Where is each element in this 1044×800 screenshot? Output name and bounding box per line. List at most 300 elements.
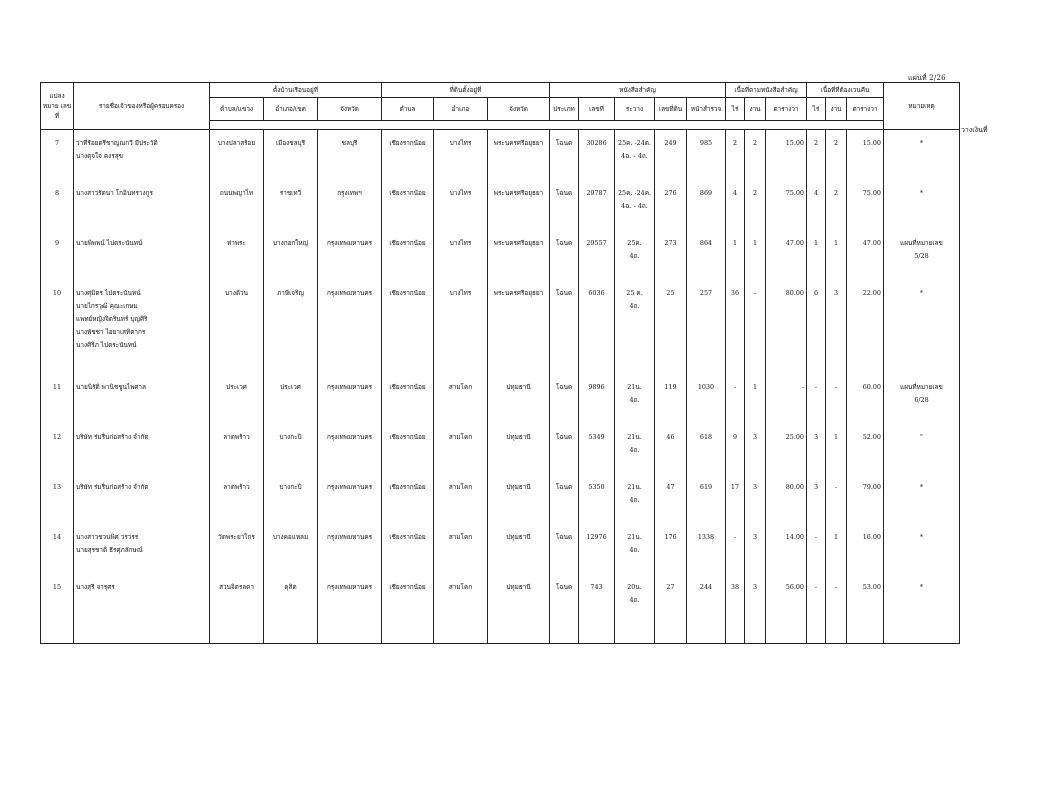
remark-cell-line: *	[919, 532, 924, 541]
land-tambon-cell	[382, 524, 434, 574]
survey-page-cell-text: 619	[699, 482, 713, 491]
doc-type-cell-text: โฉนด	[555, 482, 573, 491]
survey-page-cell-text: 257	[699, 288, 713, 297]
parcel-no-cell-text: 14	[52, 532, 62, 541]
res-amphoe-cell-text: เมืองชลบุรี	[275, 139, 306, 147]
ex-rai-cell	[807, 230, 826, 280]
ex-wa-cell	[847, 474, 884, 524]
ex-wa-cell	[847, 574, 884, 644]
ex-ngan-cell-text: -	[834, 382, 838, 391]
doc-no-cell-text: 29787	[586, 188, 607, 197]
doc-no-cell-text: 5350	[588, 482, 605, 491]
area-wa-cell	[766, 230, 807, 280]
res-tambon-cell	[210, 574, 264, 644]
ravang-cell-line: 4ถ.	[629, 395, 640, 404]
doc-type-cell	[550, 474, 579, 524]
land-no-cell	[655, 374, 687, 424]
area-wa-cell	[766, 180, 807, 230]
doc-no-cell	[579, 524, 615, 574]
ex-ngan-cell-text: -	[834, 582, 838, 591]
ex-rai-cell-text: -	[814, 582, 818, 591]
table-row	[41, 374, 960, 424]
table-row	[41, 524, 960, 574]
res-province-cell-text: กรุงเทพมหานคร	[326, 238, 373, 247]
land-province-cell	[488, 180, 550, 230]
ex-ngan-cell	[826, 574, 847, 644]
area-rai-cell-text: 1	[732, 238, 738, 247]
remark-cell	[884, 180, 960, 230]
ex-ngan-cell	[826, 524, 847, 574]
land-tambon-cell-text: เชียงรากน้อย	[389, 238, 426, 247]
land-tambon-cell	[382, 574, 434, 644]
res-province-cell-text: กรุงเทพมหานคร	[326, 432, 373, 441]
land-no-cell-text: 176	[664, 532, 677, 541]
area-wa-cell-text: 14.00	[785, 532, 804, 541]
doc-no-cell-text: 9896	[588, 382, 605, 391]
parcel-no-cell-text: 13	[52, 482, 62, 491]
parcel-no-cell	[41, 130, 74, 180]
ex-wa-cell	[847, 424, 884, 474]
area-rai-cell-text: 9	[732, 432, 738, 441]
ex-wa-cell	[847, 230, 884, 280]
header-col: เลขที่ดิน	[655, 98, 687, 121]
survey-page-cell	[687, 230, 726, 280]
res-amphoe-cell	[264, 130, 318, 180]
area-wa-cell	[766, 574, 807, 644]
land-no-cell-text: 25	[666, 288, 675, 297]
area-ngan-cell	[745, 374, 766, 424]
header-residence-group: ตั้งบ้านเรือนอยู่ที่	[210, 83, 382, 98]
doc-type-cell	[550, 524, 579, 574]
doc-type-cell-text: โฉนด	[555, 188, 573, 197]
survey-page-cell	[687, 424, 726, 474]
ex-ngan-cell	[826, 230, 847, 280]
area-wa-cell	[766, 280, 807, 374]
land-amphoe-cell-text: สามโคก	[448, 432, 473, 441]
land-amphoe-cell	[434, 130, 488, 180]
ravang-cell	[615, 130, 655, 180]
ex-rai-cell	[807, 574, 826, 644]
remark-cell-line: *	[919, 288, 924, 297]
res-tambon-cell-text: ลาดพร้าว	[223, 432, 250, 441]
land-province-cell-text: ปทุมธานี	[506, 532, 531, 541]
doc-type-cell	[550, 424, 579, 474]
ravang-cell	[615, 424, 655, 474]
area-ngan-cell-text: 3	[752, 432, 758, 441]
res-province-cell	[318, 230, 382, 280]
survey-page-cell	[687, 280, 726, 374]
doc-no-cell-text: 29557	[586, 238, 607, 247]
doc-type-cell	[550, 374, 579, 424]
header-col: ไร่	[807, 98, 826, 121]
res-province-cell	[318, 524, 382, 574]
ex-wa-cell-text: 16.00	[862, 532, 881, 541]
survey-page-cell-text: 244	[699, 582, 713, 591]
land-province-cell	[488, 230, 550, 280]
owner-name-cell-line: นางดุจใจ คงรสุข	[76, 152, 123, 160]
header-doc-group: หนังสือสำคัญ	[550, 83, 726, 98]
ex-wa-cell-text: 60.00	[862, 382, 881, 391]
land-no-cell	[655, 180, 687, 230]
header-spacer	[210, 121, 884, 130]
header-col: จังหวัด	[318, 98, 382, 121]
parcel-no-cell	[41, 424, 74, 474]
area-ngan-cell	[745, 280, 766, 374]
parcel-no-cell-text: 11	[52, 382, 62, 391]
area-ngan-cell-text: 1	[752, 238, 758, 247]
ex-wa-cell-text: 47.00	[862, 238, 881, 247]
owner-name-cell	[74, 180, 210, 230]
area-wa-cell-text: -	[801, 382, 804, 391]
ex-ngan-cell-text: 3	[833, 288, 839, 297]
land-amphoe-cell-text: บางไทร	[449, 139, 472, 147]
ex-wa-cell-text: 75.00	[862, 188, 881, 197]
res-province-cell-text: กรุงเทพมหานคร	[326, 288, 373, 297]
ravang-cell-line: 4ถ.	[629, 251, 640, 260]
ex-wa-cell-text: 52.00	[862, 432, 881, 441]
doc-no-cell	[579, 130, 615, 180]
res-tambon-cell	[210, 374, 264, 424]
area-ngan-cell-text: 3	[752, 532, 758, 541]
ravang-cell-line: 21น.	[627, 432, 642, 441]
land-no-cell	[655, 574, 687, 644]
area-wa-cell-text: 56.00	[785, 582, 804, 591]
owner-name-cell-line: ว่าที่ร้อยตรีชาญณกวี มีประวัติ	[76, 139, 158, 147]
land-no-cell-text: 249	[664, 139, 677, 147]
res-province-cell	[318, 280, 382, 374]
land-province-cell	[488, 574, 550, 644]
ex-rai-cell	[807, 474, 826, 524]
header-area-group: เนื้อที่ตามหนังสือสำคัญ	[726, 83, 807, 98]
area-ngan-cell-text: 2	[752, 139, 758, 147]
ex-rai-cell-text: 4	[813, 188, 819, 197]
area-ngan-cell-text: 2	[752, 188, 758, 197]
area-wa-cell	[766, 374, 807, 424]
area-wa-cell	[766, 524, 807, 574]
remark-cell-line: 5/28	[914, 251, 929, 260]
area-ngan-cell-text: 3	[752, 482, 758, 491]
ravang-cell-line: 25ค. -24ค.	[617, 188, 652, 197]
ex-rai-cell	[807, 130, 826, 180]
area-rai-cell	[726, 374, 745, 424]
land-tambon-cell	[382, 230, 434, 280]
land-tambon-cell-text: เชียงรากน้อย	[389, 139, 426, 147]
parcel-no-cell	[41, 230, 74, 280]
area-wa-cell	[766, 424, 807, 474]
ex-wa-cell-text: 53.00	[862, 582, 881, 591]
land-tambon-cell	[382, 474, 434, 524]
table-row	[41, 474, 960, 524]
header-col: อำเภอ/เขต	[264, 98, 318, 121]
table-row	[41, 424, 960, 474]
res-tambon-cell-text: บางปลาสร้อย	[217, 139, 256, 147]
ravang-cell-line: 4ถ.	[629, 445, 640, 454]
land-amphoe-cell-text: สามโคก	[448, 532, 473, 541]
res-amphoe-cell-text: ประเวศ	[280, 382, 301, 391]
header-land-group: ที่ดินตั้งอยู่ที่	[382, 83, 550, 98]
res-province-cell	[318, 474, 382, 524]
res-tambon-cell-text: วัดพระยาไกร	[218, 532, 255, 541]
parcel-no-cell-text: 12	[52, 432, 62, 441]
header-col: ไร่	[726, 98, 745, 121]
page-number: แผ่นที่ 2/26	[908, 74, 946, 82]
res-amphoe-cell	[264, 524, 318, 574]
survey-page-cell	[687, 574, 726, 644]
owner-name-cell-line: นางสาวชวนพิศ วรวรร	[76, 532, 139, 541]
parcel-no-cell	[41, 180, 74, 230]
ex-rai-cell-text: 2	[813, 139, 819, 147]
land-province-cell-text: ปทุมธานี	[506, 432, 531, 441]
doc-type-cell	[550, 280, 579, 374]
area-wa-cell-text: 80.00	[785, 482, 804, 491]
header-col: อำเภอ	[434, 98, 488, 121]
owner-name-cell-line: นายไกรวุฒิ คุณะเกษม	[76, 301, 138, 310]
land-province-cell	[488, 424, 550, 474]
parcel-no-cell	[41, 374, 74, 424]
header-owner-name: รายชื่อเจ้าของหรือผู้ครอบครอง	[74, 83, 210, 130]
area-rai-cell-text: 17	[730, 482, 740, 491]
land-amphoe-cell-text: บางไทร	[449, 288, 472, 297]
doc-no-cell	[579, 374, 615, 424]
ex-wa-cell	[847, 524, 884, 574]
land-no-cell-text: 46	[666, 432, 675, 441]
area-ngan-cell	[745, 474, 766, 524]
ravang-cell-line: 4ถ.	[629, 495, 640, 504]
doc-no-cell-text: 5349	[588, 432, 605, 441]
remark-cell	[884, 574, 960, 644]
ravang-cell-line: 21น.	[627, 532, 642, 541]
ravang-cell-line: 4ฉ. - 4ถ.	[621, 152, 648, 160]
header-col: งาน	[745, 98, 766, 121]
land-amphoe-cell-text: สามโคก	[448, 582, 473, 591]
area-rai-cell-text: 36	[730, 288, 740, 297]
land-amphoe-cell	[434, 280, 488, 374]
doc-type-cell-text: โฉนด	[555, 288, 573, 297]
owner-name-cell	[74, 280, 210, 374]
land-province-cell-text: ปทุมธานี	[506, 382, 531, 391]
doc-type-cell-text: โฉนด	[555, 238, 573, 247]
res-province-cell-text: กรุงเทพฯ	[337, 188, 362, 197]
ex-rai-cell	[807, 524, 826, 574]
area-ngan-cell	[745, 180, 766, 230]
land-province-cell-text: ปทุมธานี	[506, 582, 531, 591]
area-rai-cell	[726, 424, 745, 474]
land-amphoe-cell-text: บางไทร	[449, 238, 472, 247]
survey-page-cell-text: 1030	[697, 382, 715, 391]
res-amphoe-cell-text: ราชเทวี	[279, 188, 302, 197]
res-tambon-cell	[210, 474, 264, 524]
area-ngan-cell-text: 3	[752, 582, 758, 591]
ravang-cell-line: 4ถ.	[629, 301, 640, 310]
res-amphoe-cell-text: บางกะปิ	[279, 432, 302, 441]
res-province-cell	[318, 130, 382, 180]
doc-no-cell	[579, 474, 615, 524]
ravang-cell-line: 20น.	[627, 582, 642, 591]
area-rai-cell-text: 38	[730, 582, 740, 591]
ex-ngan-cell-text: 1	[833, 532, 839, 541]
ravang-cell-line: 4ถ.	[629, 545, 640, 554]
ravang-cell	[615, 280, 655, 374]
land-tambon-cell-text: เชียงรากน้อย	[389, 432, 426, 441]
land-no-cell	[655, 524, 687, 574]
ravang-cell-line: 21น.	[627, 482, 642, 491]
header-col: ตำบล	[382, 98, 434, 121]
ex-ngan-cell	[826, 280, 847, 374]
ravang-cell	[615, 374, 655, 424]
area-wa-cell-text: 25.00	[785, 432, 804, 441]
land-no-cell	[655, 424, 687, 474]
ravang-cell-line: 4ถ.	[629, 595, 640, 604]
ravang-cell	[615, 574, 655, 644]
area-ngan-cell	[745, 424, 766, 474]
owner-name-cell-line: แพทย์หญิงจิตรินทร์ บุญศิริ	[76, 314, 148, 323]
owner-name-cell	[74, 574, 210, 644]
land-province-cell	[488, 280, 550, 374]
table-row	[41, 130, 960, 180]
remark-cell	[884, 474, 960, 524]
doc-type-cell	[550, 230, 579, 280]
res-tambon-cell-text: สวนจิตรลดา	[219, 582, 254, 591]
res-province-cell-text: กรุงเทพมหานคร	[326, 532, 373, 541]
land-no-cell-text: 27	[666, 582, 675, 591]
res-amphoe-cell	[264, 424, 318, 474]
res-province-cell-text: กรุงเทพมหานคร	[326, 582, 373, 591]
remark-cell-line: *	[919, 482, 924, 491]
land-tambon-cell	[382, 374, 434, 424]
land-tambon-cell	[382, 180, 434, 230]
remark-cell	[884, 524, 960, 574]
res-amphoe-cell	[264, 180, 318, 230]
res-amphoe-cell	[264, 230, 318, 280]
land-amphoe-cell	[434, 424, 488, 474]
parcel-no-cell-text: 8	[54, 188, 60, 197]
res-tambon-cell-text: ท่าพระ	[227, 238, 246, 247]
remark-cell	[884, 130, 960, 180]
owner-name-cell-line: นายนิรัติ พานิชชูนไพศาล	[76, 382, 146, 391]
ex-ngan-cell	[826, 474, 847, 524]
owner-name-cell-line: นางพัชชา ไอยาเสทิตากร	[76, 327, 146, 336]
owner-name-cell-line: นางศิริภ ไปตระนันทน์	[76, 340, 137, 349]
res-province-cell	[318, 180, 382, 230]
owner-name-cell	[74, 524, 210, 574]
area-ngan-cell-text: -	[753, 288, 757, 297]
ex-rai-cell-text: 3	[813, 482, 819, 491]
header-col: หน้าสำรวจ	[687, 98, 726, 121]
area-rai-cell-text: -	[733, 532, 737, 541]
ex-wa-cell	[847, 374, 884, 424]
ravang-cell	[615, 180, 655, 230]
ravang-cell	[615, 524, 655, 574]
res-tambon-cell-text: ประเวศ	[226, 382, 247, 391]
land-no-cell	[655, 230, 687, 280]
ravang-cell	[615, 230, 655, 280]
res-tambon-cell	[210, 524, 264, 574]
area-rai-cell-text: 2	[732, 139, 738, 147]
owner-name-cell	[74, 230, 210, 280]
header-col: ตารางวา	[847, 98, 884, 121]
remark-cell-line: 6/28	[914, 395, 929, 404]
ex-ngan-cell-text: 1	[833, 432, 839, 441]
land-amphoe-cell	[434, 230, 488, 280]
remark-cell	[884, 280, 960, 374]
land-tambon-cell-text: เชียงรากน้อย	[389, 532, 426, 541]
area-ngan-cell-text: 1	[752, 382, 758, 391]
res-amphoe-cell	[264, 574, 318, 644]
res-amphoe-cell-text: บางกอกใหญ่	[272, 238, 309, 247]
ex-rai-cell	[807, 180, 826, 230]
area-rai-cell	[726, 280, 745, 374]
ex-rai-cell-text: -	[814, 532, 818, 541]
table-row	[41, 230, 960, 280]
land-province-cell	[488, 130, 550, 180]
survey-page-cell	[687, 374, 726, 424]
parcel-no-cell-text: 7	[54, 139, 60, 147]
ex-ngan-cell	[826, 180, 847, 230]
ravang-cell-line: 25ค.	[627, 238, 642, 247]
parcel-no-cell	[41, 574, 74, 644]
ravang-cell-line: 25ค. -24ต.	[618, 139, 651, 147]
res-tambon-cell-text: ถนนพญาไท	[219, 188, 254, 197]
header-col: ประเภท	[550, 98, 579, 121]
survey-page-cell	[687, 130, 726, 180]
header-col: จังหวัด	[488, 98, 550, 121]
ex-rai-cell-text: -	[814, 382, 818, 391]
area-ngan-cell	[745, 130, 766, 180]
survey-page-cell-text: 618	[699, 432, 713, 441]
header-col: งาน	[826, 98, 847, 121]
land-province-cell-text: พระนครศรีอยุธยา	[493, 288, 544, 297]
res-amphoe-cell-text: บางกะปิ	[279, 482, 302, 491]
area-rai-cell-text: -	[733, 382, 737, 391]
ex-ngan-cell-text: 2	[833, 188, 839, 197]
ex-wa-cell-text: 15.00	[862, 139, 881, 147]
land-tambon-cell-text: เชียงรากน้อย	[389, 582, 426, 591]
ravang-cell	[615, 474, 655, 524]
area-wa-cell	[766, 130, 807, 180]
land-expropriation-table	[40, 82, 960, 644]
owner-name-cell	[74, 374, 210, 424]
land-amphoe-cell	[434, 474, 488, 524]
area-wa-cell-text: 75.00	[785, 188, 804, 197]
land-no-cell	[655, 280, 687, 374]
header-expro-group: เนื้อที่ที่ต้องเวนคืน	[807, 83, 884, 98]
ravang-cell-line: 25 ค.	[626, 288, 643, 297]
ex-ngan-cell-text: 1	[833, 238, 839, 247]
owner-name-cell	[74, 474, 210, 524]
ex-ngan-cell-text: -	[834, 482, 838, 491]
area-wa-cell-text: 15.00	[785, 139, 804, 147]
res-amphoe-cell-text: บางคอแหลม	[272, 532, 309, 541]
ex-ngan-cell	[826, 130, 847, 180]
res-tambon-cell-text: บางด้วน	[225, 288, 248, 297]
survey-page-cell-text: 864	[699, 238, 713, 247]
remark-cell-line: แผนที่หมายเลข	[900, 238, 943, 247]
res-province-cell-text: กรุงเทพมหานคร	[326, 482, 373, 491]
doc-no-cell-text: 743	[590, 582, 603, 591]
area-wa-cell-text: 47.00	[785, 238, 804, 247]
land-province-cell-text: พระนครศรีอยุธยา	[493, 188, 544, 197]
res-tambon-cell-text: ลาดพร้าว	[223, 482, 250, 491]
doc-no-cell	[579, 424, 615, 474]
land-amphoe-cell-text: บางไทร	[449, 188, 472, 197]
doc-type-cell	[550, 130, 579, 180]
doc-type-cell-text: โฉนด	[555, 532, 573, 541]
land-province-cell	[488, 524, 550, 574]
remark-cell	[884, 424, 960, 474]
area-rai-cell	[726, 130, 745, 180]
ex-rai-cell	[807, 280, 826, 374]
ex-rai-cell	[807, 424, 826, 474]
